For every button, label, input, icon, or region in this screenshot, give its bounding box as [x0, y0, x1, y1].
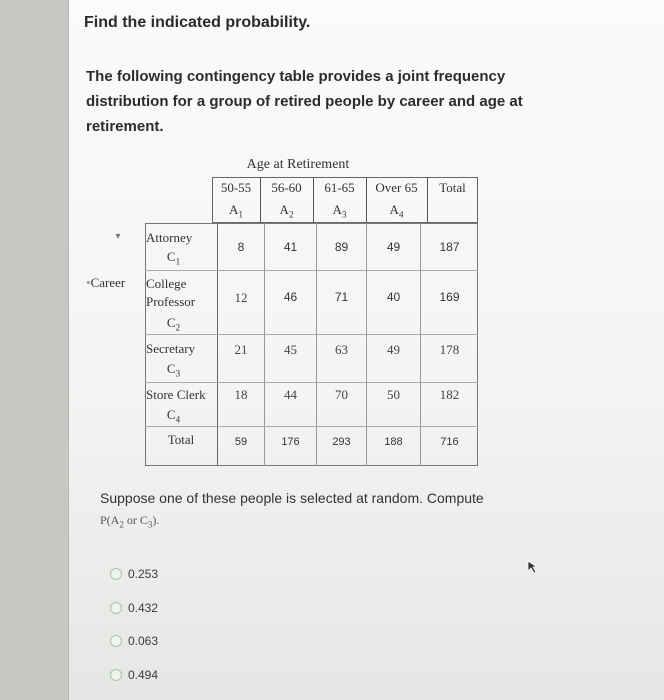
answer-option[interactable]: [110, 666, 158, 684]
row-divider: [145, 334, 478, 335]
answer-option-label: 0.494: [128, 668, 159, 682]
table-cell: 50: [387, 387, 400, 402]
table-cell-total: 169: [439, 290, 460, 304]
mouse-cursor-icon: [527, 560, 539, 574]
col-range: Over 65: [375, 180, 418, 195]
table-cell: 12: [234, 290, 248, 305]
col-range: 56-60: [271, 180, 302, 195]
table-cell: 63: [335, 342, 348, 357]
col-range: 61-65: [324, 180, 355, 195]
row-symbol: $C_1$: [166, 249, 181, 267]
table-cell: 293: [332, 436, 351, 448]
table-cell-total: 182: [439, 387, 460, 402]
row-divider: [145, 270, 478, 271]
table-cell: 41: [283, 240, 298, 254]
answer-option-label: 0.253: [128, 567, 159, 581]
row-name: Attorney: [146, 230, 193, 245]
table-cell: 18: [234, 387, 248, 402]
radio-button[interactable]: [110, 568, 122, 580]
answer-option[interactable]: [110, 565, 158, 583]
question-title: Find the indicated probability.: [84, 14, 311, 31]
table-cell: 49: [387, 342, 400, 357]
radio-button[interactable]: [110, 669, 122, 681]
row-name-total: Total: [167, 432, 195, 447]
table-caption: Age at Retirement: [246, 157, 350, 172]
question-text: [100, 487, 484, 535]
table-cell-total: 178: [439, 342, 460, 357]
row-group-label: •Career: [86, 275, 126, 290]
question-prompt: The following contingency table provides a joint frequency distribution for a group of retired people by career and age at retirement.: [86, 68, 523, 135]
row-symbol: $C_3$: [166, 361, 181, 379]
answer-option[interactable]: [110, 632, 158, 650]
table-cell: 176: [281, 436, 300, 448]
table-cell: 89: [334, 240, 349, 254]
row-name: Store Clerk: [146, 387, 206, 402]
answer-option[interactable]: [110, 599, 158, 617]
col-symbol: $A_2$: [279, 202, 294, 220]
table-cell: 40: [386, 290, 401, 304]
question-sentence: Suppose one of these people is selected at random. Compute: [100, 490, 484, 506]
table-cell-total: 187: [439, 240, 460, 254]
table-cell: 71: [334, 290, 349, 304]
table-cell: 21: [234, 342, 248, 357]
row-name: College: [146, 276, 187, 291]
row-symbol: $C_4$: [166, 407, 181, 425]
col-range: 50-55: [220, 180, 252, 195]
col-total-header: Total: [439, 180, 466, 195]
row-name-line2: Professor: [146, 294, 196, 309]
row-symbol: $C_2$: [166, 315, 181, 333]
table-cell: 45: [284, 342, 297, 357]
radio-button[interactable]: [110, 602, 122, 614]
table-cell: 44: [284, 387, 297, 402]
answer-option-label: 0.063: [128, 634, 159, 648]
table-cell: 8: [237, 240, 245, 254]
table-cell: 70: [335, 387, 348, 402]
probability-expression: $P(A_2$ or $C_3$).: [100, 513, 160, 530]
row-marker-icon: ▾: [115, 231, 121, 242]
answer-option-label: 0.432: [128, 601, 159, 615]
table-cell: 46: [283, 290, 298, 304]
table-cell: 49: [386, 240, 401, 254]
table-cell-total: 716: [440, 436, 459, 448]
col-symbol: $A_1$: [229, 202, 243, 220]
table-cell: 59: [234, 436, 248, 448]
row-divider: [145, 382, 478, 383]
table-cell: 188: [384, 436, 403, 448]
radio-button[interactable]: [110, 635, 122, 647]
col-symbol: $A_4$: [389, 202, 404, 220]
row-divider: [145, 426, 478, 427]
row-name: Secretary: [146, 341, 196, 356]
col-symbol: $A_3$: [332, 202, 347, 220]
